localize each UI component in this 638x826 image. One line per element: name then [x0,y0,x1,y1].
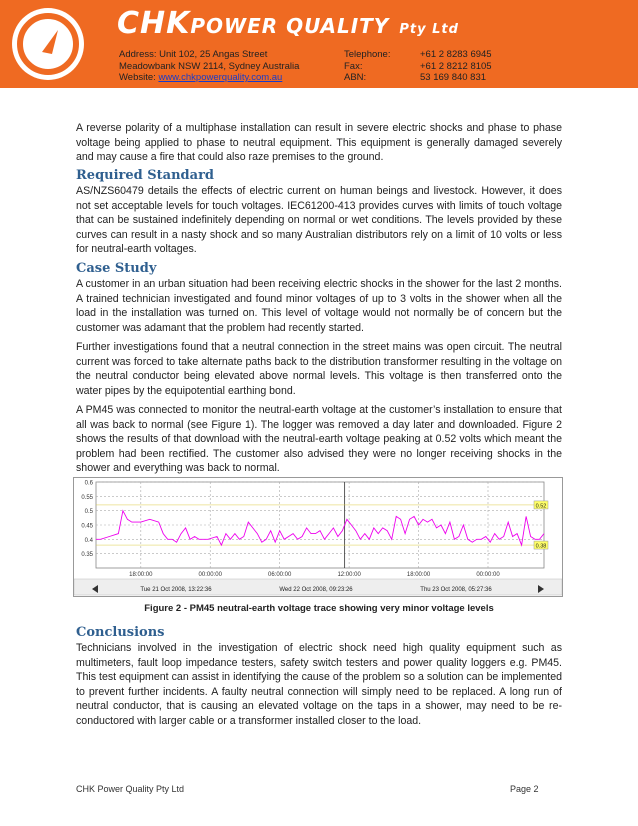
x-tick-label: 12:00:00 [337,572,361,578]
y-tick-label: 0.5 [84,509,93,516]
x-tick-label: 06:00:00 [268,572,292,578]
intro-paragraph: A reverse polarity of a multiphase installation can result in severe electric shocks and phase to phase voltage being applied to phase to neutral equipment. This equipment is generally damaged severely and may cause a fire that could also raze premises to the ground. [76,122,562,163]
required-standard-paragraph: AS/NZS60479 details the effects of electric current on human beings and livestock. However, it does not set acceptable levels for touch voltages. IEC61200-413 provides curves with limits of touch voltage that can be sustained indefinitely depending on normal or wet conditions. The levels provided by these curves can result in a nasty shock and so many Australian distributors rely on a limit of 10 volts or less for neutral-earth voltages. [76,185,562,255]
chart-svg [74,478,562,596]
y-tick-label: 0.55 [81,494,93,501]
conclusions-paragraph: Technicians involved in the investigation of electric shock need high quality equipment such as multimeters, fault loop impedance testers, safety switch testers and power quality loggers e.g. PM45. This test equipment can assist in identifying the cause of the problem so a solution can be implemented to prevent further incidents. A faulty neutral connection will simply need to be replaced. A long run of neutral conductor, that is causing an elevated voltage on the taps in a shower, may need to be re-conductored with larger cable or a transformer installed closer to the load. [76,642,562,727]
website-link[interactable]: www.chkpowerquality.com.au [158,72,283,83]
x-tick-label: 00:00:00 [198,572,222,578]
letterhead-banner [0,0,638,88]
y-tick-label: 0.4 [84,537,93,544]
brand-name [117,6,459,41]
required-standard-heading: Required Standard [76,168,215,183]
abn-value: 53 169 840 831 [420,72,487,83]
brand-main: CHK [117,6,191,41]
date-label: Thu 23 Oct 2008, 05:27:36 [420,587,492,593]
abn-label: ABN: [344,72,367,83]
fax-value: +61 2 8212 8105 [420,60,492,72]
fax-label: Fax: [344,60,363,72]
voltage-trace-chart [73,477,563,597]
marker-label: 0.52 [535,503,547,510]
footer-page-number: Page 2 [510,784,539,794]
brand-suffix: Pty Ltd [399,22,459,37]
contact-labels [344,49,390,84]
contact-values [420,49,492,84]
marker-label: 0.38 [535,543,547,550]
gauge-icon [12,8,84,80]
case-study-heading: Case Study [76,261,157,276]
date-label: Tue 21 Oct 2008, 13:22:36 [140,587,212,593]
y-tick-label: 0.45 [81,523,93,530]
case-study-paragraph-3: A PM45 was connected to monitor the neutral-earth voltage at the customer’s installation to ensure that all was back to normal (see Figure 1). The logger was removed a day later and downloaded. Figure 2 shows the results of that download with the neutral-earth voltage peaking at 0.52 volts which meant the problem had been rectified. The customer also advised they were no longer receiving shocks in the shower and everything was back to normal. [76,404,562,474]
x-tick-label: 18:00:00 [129,572,153,578]
telephone-label: Telephone: [344,49,391,60]
y-tick-label: 0.35 [81,552,93,559]
case-study-paragraph-1: A customer in an urban situation had been receiving electric shocks in the shower for the last 2 months. A trained technician investigated and found minor voltages of up to 3 volts in the shower when all the load in the installation was turned on. This level of voltage would not normally be of concern but the customer was adamant that the problem had recently started. [76,278,562,334]
website-label: Website: [119,72,159,83]
case-study-paragraph-2: Further investigations found that a neutral connection in the street mains was open circuit. The neutral current was forced to take alternate paths back to the distribution transformer resulting in the voltage on the neutral conductor being elevated above normal levels. This voltage is then transferred onto the water pipes by the equipotential earthing bond. [76,341,562,397]
brand-sub: POWER QUALITY [190,14,390,38]
footer-company: CHK Power Quality Pty Ltd [76,784,185,794]
telephone-value: +61 2 8283 6945 [420,49,492,60]
conclusions-heading: Conclusions [76,625,165,640]
company-logo [12,8,84,80]
y-tick-label: 0.6 [84,480,93,487]
address-block [119,49,299,84]
figure-caption: Figure 2 - PM45 neutral-earth voltage trace showing very minor voltage levels [144,603,494,614]
x-tick-label: 00:00:00 [476,572,500,578]
website-line [119,72,299,84]
suburb-line: Meadowbank NSW 2114, Sydney Australia [119,60,300,72]
x-tick-label: 18:00:00 [406,572,431,578]
address-line: Address: Unit 102, 25 Angas Street [119,49,268,60]
date-label: Wed 22 Oct 2008, 09:23:26 [279,587,353,593]
